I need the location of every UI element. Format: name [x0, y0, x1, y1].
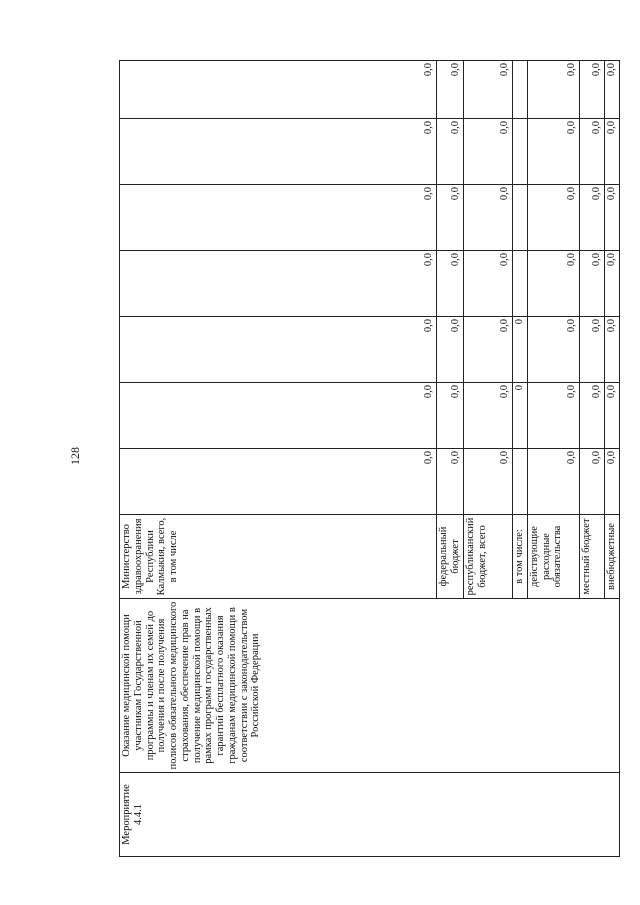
value-cell: 0,0	[527, 317, 579, 383]
value-cell: 0,0	[464, 119, 513, 185]
value-cell: 0,0	[464, 383, 513, 449]
value-cell: 0,0	[437, 251, 464, 317]
value-cell: 0,0	[120, 185, 437, 251]
value-cell: 0,0	[579, 317, 604, 383]
value-cell: 0,0	[527, 449, 579, 515]
executor-cell: Министерство здравоохранения Республики Калмыкия, всего, в том числе	[120, 515, 437, 599]
value-cell: 0,0	[120, 119, 437, 185]
value-cell: 0,0	[527, 119, 579, 185]
value-cell	[513, 61, 528, 119]
funding-source-label: внебюджетные	[604, 515, 619, 599]
value-cell: 0,0	[527, 251, 579, 317]
funding-source-label: в том числе:	[513, 515, 528, 599]
measure-code-cell: Мероприятие 4.4.1	[120, 773, 620, 857]
value-cell: 0,0	[120, 61, 437, 119]
value-cell	[513, 251, 528, 317]
value-cell: 0,0	[464, 61, 513, 119]
value-cell: 0,0	[437, 383, 464, 449]
value-cell: 0,0	[527, 185, 579, 251]
value-cell: 0,0	[527, 383, 579, 449]
value-cell	[513, 119, 528, 185]
value-cell: 0,0	[579, 61, 604, 119]
budget-table	[119, 60, 620, 857]
value-cell: 0,0	[579, 449, 604, 515]
value-cell: 0,0	[464, 317, 513, 383]
value-cell: 0,0	[437, 449, 464, 515]
value-cell: 0,0	[437, 185, 464, 251]
value-cell	[513, 449, 528, 515]
value-cell: 0,0	[604, 317, 619, 383]
value-cell: 0,0	[604, 61, 619, 119]
page-number: 128	[68, 447, 82, 465]
funding-source-label: республиканский бюджет, всего	[464, 515, 513, 599]
funding-source-label: местный бюджет	[579, 515, 604, 599]
value-cell: 0,0	[604, 251, 619, 317]
value-cell: 0,0	[464, 449, 513, 515]
value-cell: 0,0	[527, 61, 579, 119]
value-cell: 0	[513, 383, 528, 449]
value-cell: 0,0	[579, 251, 604, 317]
measure-name-cell: Оказание медицинской помощи участникам Государственной программы и членам их семей до получения и после получения полисов обязательного медицинского страхования, обеспечение прав на получение медицинской помощи в рамках программ государственных гарантий бесплатного оказания гражданам медицинской помощи в соответствии с законодательством Российской Федерации	[120, 599, 620, 773]
value-cell: 0,0	[604, 185, 619, 251]
funding-source-label: федеральный бюджет	[437, 515, 464, 599]
value-cell: 0,0	[120, 317, 437, 383]
value-cell: 0,0	[604, 449, 619, 515]
value-cell: 0,0	[604, 383, 619, 449]
value-cell: 0,0	[120, 251, 437, 317]
value-cell: 0,0	[437, 61, 464, 119]
value-cell	[513, 185, 528, 251]
rotated-table-container	[119, 61, 617, 857]
value-cell: 0,0	[604, 119, 619, 185]
value-cell: 0,0	[120, 449, 437, 515]
value-cell: 0,0	[579, 383, 604, 449]
value-cell: 0	[513, 317, 528, 383]
budget-table-frame	[119, 61, 617, 857]
value-cell: 0,0	[437, 119, 464, 185]
funding-source-label: действующие расходные обязательства	[527, 515, 579, 599]
value-cell: 0,0	[120, 383, 437, 449]
table-row	[120, 61, 437, 857]
value-cell: 0,0	[464, 185, 513, 251]
value-cell: 0,0	[437, 317, 464, 383]
value-cell: 0,0	[579, 119, 604, 185]
value-cell: 0,0	[464, 251, 513, 317]
value-cell: 0,0	[579, 185, 604, 251]
